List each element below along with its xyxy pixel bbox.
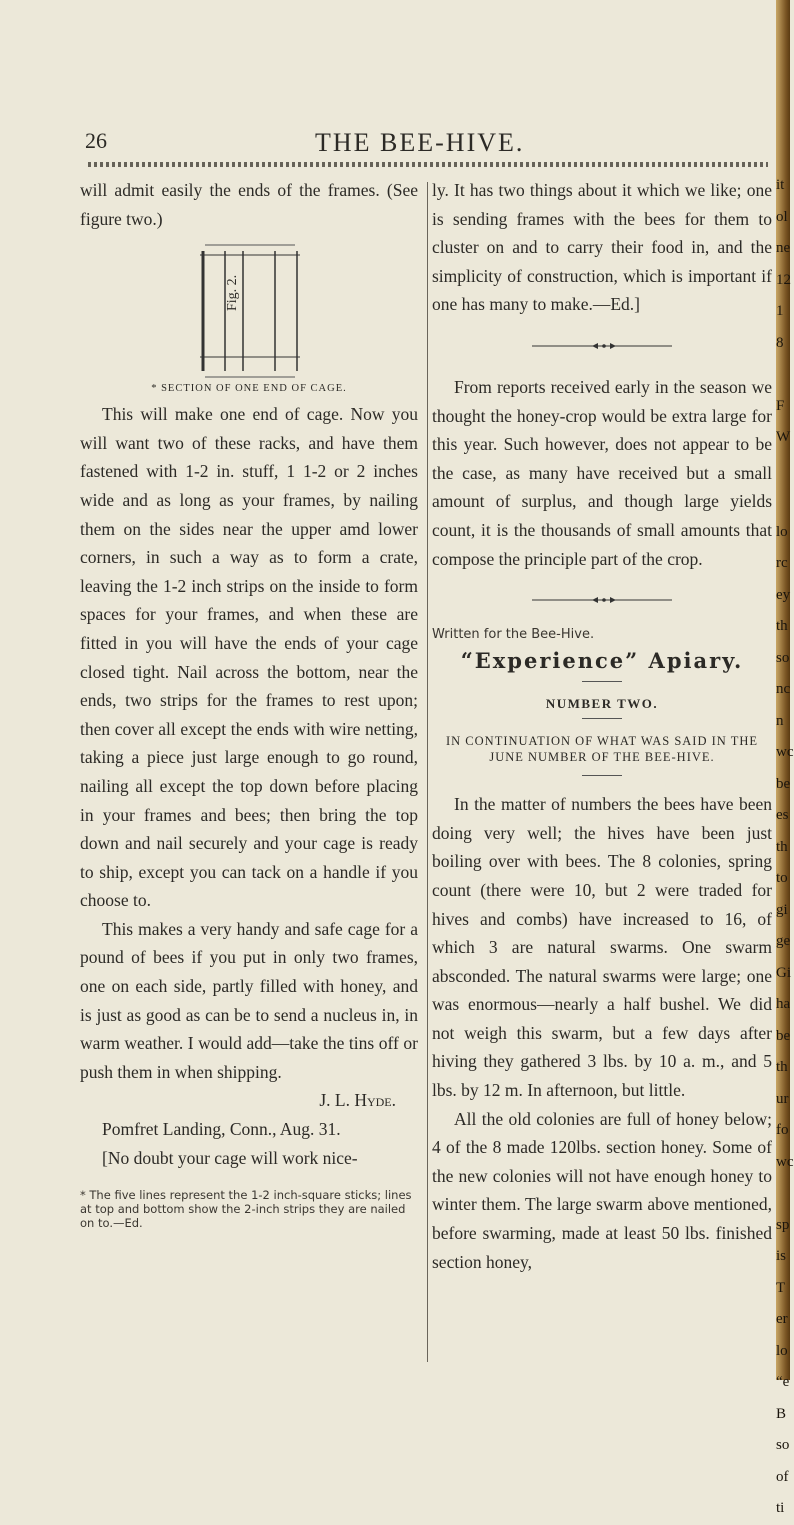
bleed-fragment: er [776, 1311, 788, 1327]
figure-two [80, 241, 418, 381]
bleed-fragment: th [776, 838, 788, 855]
bleed-fragment: lo [776, 1342, 788, 1359]
running-header [85, 128, 775, 162]
title-rule [582, 681, 622, 682]
bleed-fragment: of [776, 1468, 789, 1485]
bleed-fragment: es [776, 807, 789, 823]
dateline: Pomfret Landing, Conn., Aug. 31. [102, 1119, 341, 1140]
bleed-fragment: n [776, 712, 784, 729]
ornament-rule-2 [532, 596, 672, 604]
bleed-fragment: T [776, 1279, 786, 1296]
author-signature: J. L. Hyde. [319, 1090, 396, 1111]
bleed-fragment [776, 1178, 790, 1210]
bleed-fragment: it [776, 177, 785, 193]
bleed-fragment: ne [776, 240, 791, 256]
bleed-fragment: gi [776, 901, 788, 918]
figure-caption: * SECTION OF ONE END OF CAGE. [151, 383, 347, 395]
left-column [80, 176, 418, 1230]
adjacent-page-bleed [776, 170, 794, 1525]
bleed-fragment [776, 454, 790, 486]
left-paragraph-1: will admit easily the ends of the frames. (See figure two.) [80, 180, 418, 229]
intro-rule [582, 775, 622, 776]
bleed-fragment: B [776, 1405, 787, 1422]
left-paragraph-4: [No doubt your cage will work nice- [102, 1147, 358, 1168]
bleed-fragment: 1 [776, 303, 784, 319]
bleed-fragment [776, 359, 790, 391]
journal-title: THE BEE-HIVE. [315, 128, 525, 157]
bleed-fragment: th [776, 1059, 788, 1075]
figure-label: Fig. 2. [225, 275, 240, 312]
bleed-fragment: 8 [776, 334, 784, 351]
bleed-fragment: Gi [776, 964, 791, 981]
bleed-fragment: ur [776, 1090, 789, 1107]
right-column [432, 176, 772, 1276]
bleed-fragment: rc [776, 555, 788, 571]
bleed-fragment: sp [776, 1216, 790, 1233]
written-for-line: Written for the Bee-Hive. [432, 627, 595, 643]
right-paragraph-1: ly. It has two things about it which we like; one is sending frames with the bees for them to cluster on and to carry their food in, and the simplicity of construction, which is important if one has many to make.—Ed.] [432, 180, 772, 315]
header-rule [88, 162, 768, 167]
bleed-fragment: be [776, 775, 791, 792]
page-number: 26 [85, 128, 107, 153]
bleed-fragment: ge [776, 933, 791, 949]
bleed-fragment: ol [776, 208, 788, 225]
bleed-fragment [776, 485, 790, 517]
footnote: * The five lines represent the 1-2 inch-square sticks; lines at top and bottom show the 2-inch strips they are nailed on to.—Ed. [80, 1188, 412, 1231]
ornament-rule-1 [532, 342, 672, 350]
right-paragraph-2: From reports received early in the season we thought the honey-crop would be extra large for this year. Such however, does not appear to be the case, as many have received but a small amount of surplus, and though large yields count, it is the thousands of small amounts that compose the principle part of the crop. [432, 376, 772, 569]
cage-end-diagram [195, 241, 385, 381]
bleed-fragment: “e [776, 1374, 790, 1390]
bleed-fragment: so [776, 649, 790, 666]
bleed-fragment: ha [776, 996, 791, 1012]
bleed-fragment: th [776, 618, 788, 634]
bleed-fragment: wc [776, 1153, 794, 1170]
bleed-fragment: W [776, 429, 791, 445]
right-paragraph-4: All the old colonies are full of honey below; 4 of the 8 made 120lbs. section honey. Some of the new colonies will not have enough honey to winter them. The large swarm above mentioned, before swarming, made at least 50 lbs. finished section honey, [432, 1108, 772, 1272]
column-divider [427, 182, 428, 1362]
bleed-fragment: lo [776, 523, 788, 540]
bleed-fragment: fo [776, 1122, 789, 1138]
bleed-fragment: so [776, 1437, 790, 1453]
bleed-fragment: ey [776, 586, 791, 603]
article-title: “Experience” Apiary. [460, 648, 744, 674]
bleed-fragment: be [776, 1027, 791, 1044]
article-intro: IN CONTINUATION OF WHAT WAS SAID IN THE JUNE NUMBER OF THE BEE-HIVE. [445, 734, 759, 765]
subhead-rule [582, 718, 622, 719]
left-paragraph-2: This will make one end of cage. Now you will want two of these racks, and have them fastened with 1-2 in. stuff, 1 1-2 or 2 inches wide and as long as your frames, by nailing them on the sides near the upper amd lower corners, in such a way as to form a crate, leaving the 1-2 inch strips on the inside to form spaces for your frames, and when these are fitted in you will have the ends of your cage closed tight. Nail across the bottom, near the ends, two strips for the frames to rest upon; then cover all except the ends with wire netting, taking a piece just large enough to go round, nailing all except the top down before placing in your frames and bees; then bring the top down and nail securely and your cage is ready to ship, except you can tack on a handle if you choose to. [80, 404, 418, 911]
bleed-fragment: ti [776, 1500, 785, 1516]
article-number: NUMBER TWO. [545, 696, 659, 712]
left-paragraph-3: This makes a very handy and safe cage for a pound of bees if you put in only two frames, one on each side, partly filled with honey, and is just as good as can be to send a nucleus in, in warm weather. I would add—take the tins off or push them in when shipping. [80, 918, 418, 1082]
ornament-divider-1 [432, 337, 772, 355]
bleed-fragment: 12 [776, 271, 791, 288]
right-paragraph-3: In the matter of numbers the bees have been doing very well; the hives have been just boiling over with bees. The 8 colonies, spring count (there were 10, but 2 were traded for hives and combs) have increased to 16, of which 3 are natural swarms. One swarm absconded. The natural swarms were large; one was enormous—nearly a half bushel. We did not weigh this swarm, but a few days after hiving they gathered 3 lbs. by 10 a. m., and 5 lbs. by 12 m. In afternoon, but little. [432, 794, 772, 1101]
bleed-fragment: to [776, 870, 788, 886]
bleed-fragment: wc [776, 744, 794, 760]
bleed-fragment: is [776, 1248, 787, 1264]
bleed-fragment: nc [776, 681, 791, 697]
ornament-divider-2 [432, 591, 772, 609]
bleed-fragment: F [776, 397, 785, 414]
